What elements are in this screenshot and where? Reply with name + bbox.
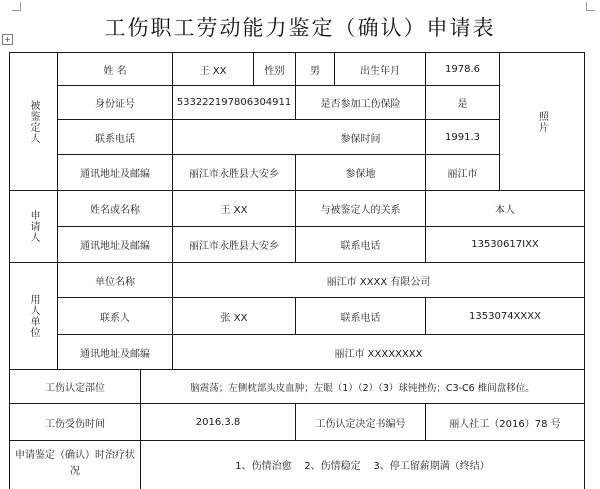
insured-value[interactable]: 是 bbox=[457, 99, 468, 110]
applicant-address-label: 通讯地址及邮编 bbox=[80, 241, 150, 252]
insure-place-label: 参保地 bbox=[345, 169, 376, 180]
injury-part-label: 工伤认定部位 bbox=[45, 383, 105, 394]
employer-phone-label: 联系电话 bbox=[340, 312, 381, 324]
applicant-address-value[interactable]: 丽江市永胜县大安乡 bbox=[189, 241, 279, 252]
unit-name-value[interactable]: 丽江市 XXXX 有限公司 bbox=[326, 276, 431, 288]
treatment-status-options[interactable]: 1、伤情治愈 2、伤情稳定 3、停工留薪期满（终结） bbox=[235, 460, 490, 472]
employer-phone-value[interactable]: 1353074XXXX bbox=[469, 310, 541, 322]
id-number-label: 身份证号 bbox=[95, 99, 135, 110]
photo-placeholder: 照片 bbox=[536, 110, 548, 133]
section-label-employer: 用人单位 bbox=[28, 294, 39, 338]
section-label-appraised: 被鉴定人 bbox=[28, 99, 39, 144]
injury-date-label: 工伤受伤时间 bbox=[45, 418, 105, 430]
insure-time-value[interactable]: 1991.3 bbox=[445, 131, 480, 143]
applicant-phone-label: 联系电话 bbox=[340, 241, 381, 252]
phone-label: 联系电话 bbox=[95, 133, 135, 145]
applicant-name-label: 姓名或名称 bbox=[90, 205, 140, 216]
page-title: 工伤职工劳动能力鉴定（确认）申请表 bbox=[104, 16, 496, 40]
sex-value[interactable]: 男 bbox=[310, 65, 320, 77]
name-label: 姓 名 bbox=[103, 65, 127, 77]
phone-value[interactable] bbox=[173, 120, 295, 154]
address-value[interactable]: 丽江市永胜县大安乡 bbox=[189, 169, 279, 180]
injury-part-value[interactable]: 脑震荡；左侧枕部头皮血肿；左眼（1）（2）（3）球钝挫伤；C3-C6 椎间盘移位。 bbox=[190, 382, 535, 394]
contact-person-value[interactable]: 张 XX bbox=[220, 312, 248, 324]
birth-value[interactable]: 1978.6 bbox=[445, 63, 480, 75]
employer-address-label: 通讯地址及邮编 bbox=[80, 348, 150, 360]
applicant-phone-value[interactable]: 13530617IXX bbox=[471, 239, 539, 250]
injury-date-value[interactable]: 2016.3.8 bbox=[195, 416, 241, 428]
unit-name-label: 单位名称 bbox=[95, 276, 135, 288]
name-value[interactable]: 王 XX bbox=[199, 65, 227, 77]
birth-label: 出生年月 bbox=[360, 65, 400, 77]
applicant-name-value[interactable]: 王 XX bbox=[220, 205, 248, 216]
decision-doc-value[interactable]: 丽人社工（2016）78 号 bbox=[449, 418, 561, 430]
contact-person-label: 联系人 bbox=[100, 312, 130, 324]
relation-label: 与被鉴定人的关系 bbox=[320, 205, 401, 216]
insure-time-label: 参保时间 bbox=[340, 133, 381, 145]
table-move-handle-icon[interactable]: + bbox=[2, 34, 13, 45]
relation-value[interactable]: 本人 bbox=[495, 205, 515, 216]
insured-label: 是否参加工伤保险 bbox=[320, 99, 401, 110]
table-border-right bbox=[584, 52, 585, 489]
insure-place-value[interactable]: 丽江市 bbox=[447, 169, 478, 180]
sex-label: 性别 bbox=[264, 65, 285, 77]
id-number-value[interactable]: 533222197806304911 bbox=[176, 97, 292, 108]
section-label-applicant: 申请人 bbox=[28, 210, 39, 243]
treatment-status-label: 申请鉴定（确认）时治疗状况 bbox=[15, 450, 135, 477]
address-label: 通讯地址及邮编 bbox=[80, 169, 150, 180]
decision-doc-label: 工伤认定决定书编号 bbox=[315, 418, 406, 430]
employer-address-value[interactable]: 丽江市 XXXXXXXX bbox=[334, 348, 423, 360]
